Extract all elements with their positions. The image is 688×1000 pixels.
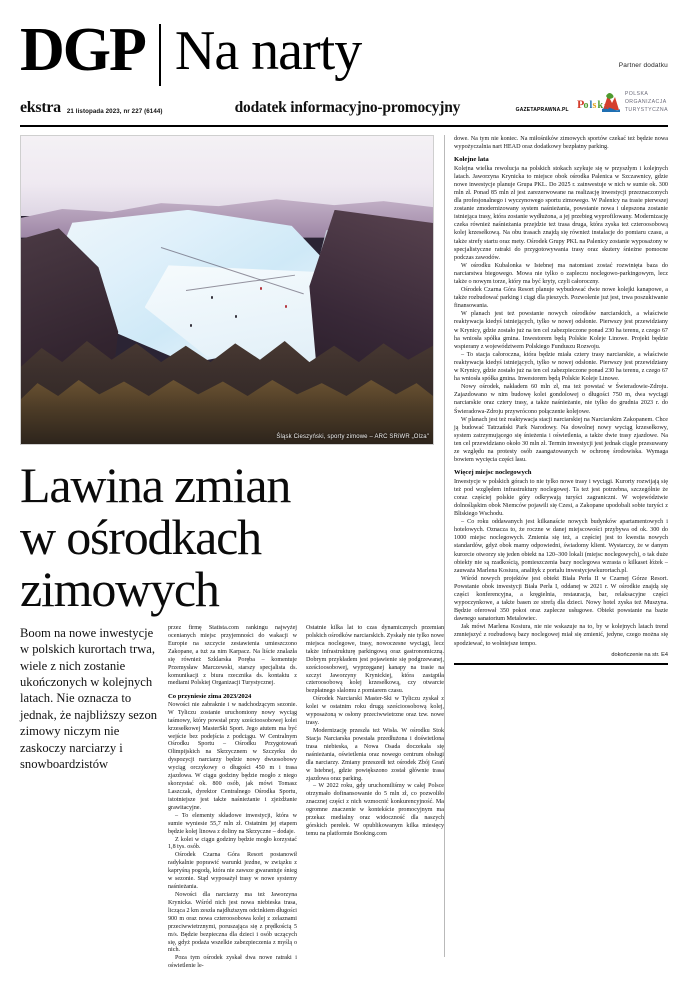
subheading-next-years: Kolejne lata [454,156,489,164]
paragraph: przez firmę Statista.com rankingu najwyżej ocenianych miejsc przyjemności do wakacji w Europie na szczycie zestawienia umieszczono Zakopane, a tuż za nim Karpacz. Na liście znalazła się również Szklarska Poręba – komentuje Przemysław Marczewski, starszy specjalista ds. komunikacji z biura rzecznika ds. kontaktu z mediami Polskiej Organizacji Turystycznej. [168,625,297,687]
polska-logo-icon [577,90,621,116]
svg-text:a: a [603,100,609,112]
paragraph: W planach jest też reaktywacja stacji narciarskiej na Narciarskim Zakopanem. Chce ją budować Tatrzański Park Narodowy. Na dowolnej nowy wyciąg krzesełkowy, system zatrzymującego się śnieżenia i oświetlenia, a także dwie trasy zjazdowe. Na ten cel przewidziano około 30 mln zł. Termin inwestycji jest jednak ciągle przesuwany ze względu na protesty osób zaangażowanych w ochronę środowiska. Wymaga bowiem wycięcia części lasu. [454,416,668,464]
bottom-rule [454,663,668,666]
photo-skier [260,287,262,290]
headline-line-1: Lawina zmian [20,457,291,513]
issue-info: 21 listopada 2023, nr 227 (6144) [66,108,163,115]
paragraph: Z kolei w ciągu godziny będzie mogło korzystać 1,8 tys. osób. [168,836,297,851]
paragraph: Kolejna wielka rewolucja na polskich stokach szykuje się w przyszłym i kolejnych latach. Jaworzyna Krynicka to miejsce obok ośrodka Palenica w Szczawnicy, gdzie nowe inwestycje planuje Grupa PKL. Do 2025 r. zainwestuje w nich w sumie ok. 300 mln zł. Ponad 85 mln zł jest zarezerwowane na realizację inwestycji przeznaczonych dla profesjonalnego i wyczynowego sportu zimowego. W Palenicy na trasie pierwszej zostanie zmodernizowany system naśnieżania, powstanie nowa i ulepszona zostanie istniejąca trasy, która zostanie wydłużona, a jej przebieg wyprofilowany. Modernizację czeka również naśnieżania przejdzie też trasa druga, która zyska też czteroosobową kolej krzesełkową. Na obu trasach znajdą się również instalacje do pomiaru czasu, a także strefy startu oraz mety. Ośrodek Grupy PKL na Palenicy zostanie wyposażony w specjalistyczne ratraki do przygotowywania trasy oraz skutery śnieżne pomocne podczas zawodów. [454,165,668,261]
photo-caption: Śląsk Cieszyński, sporty zimowe – ARC SRiWR „Olza" [276,434,429,440]
paragraph: Nowości dla narciarzy ma też Jaworzyna Krynicka. Wśród nich jest nowa niebieska trasa, licząca 2 km zeszła najdłuższym odcinkiem długości 900 m oraz nowa czteroosobowa kolej z zelaznami przeciwwietrznymi, poruszająca się z prędkością 5 m/s. Będzie bezpieczna dla dzieci i osób uczących się, gdyż podaża wszelkie zabezpieczenia z myślą o nich. [168,892,297,954]
paragraph: Ostatnie kilka lat to czas dynamicznych przemian polskich ośrodków narciarskich. Zyskały nie tylko nowe miejsca noclegowe, trasy, nowoczesne wyciągi, lecz także infrastrukturę parkingową oraz gastronomiczną. Dobrym przykładem jest pojawienie się podgrzewanej, sześcioosobowej, wyprzęganej kanapy na trasie na szczyt Jaworzyny Krynickiej, która zastąpiła czteroosobową kolej krzesełkową, czy otwarcie bezpłatnego slalomu z pomiarem czasu. [306,625,444,695]
body-column-1 [306,625,444,971]
left-column [20,135,444,970]
photo-skier [211,296,213,299]
paragraph: Ośrodek Narciarski Master-Ski w Tyliczu zyskał z kolei w ostatnim roku drugą sześcioosobową kolej, wyposażoną w osłony przeciwwietrzne oraz tzw. nowe trasy. [306,696,444,727]
paragraph: Ośrodek Czarna Góra Resort planuje wybudować dwie nowe kolejki kanapowe, a także rozbudować parking i ciągi dla pieszych. Pozwolenie już jest, trwa poszukiwanie finansowania. [454,287,668,310]
paragraph: W ośrodku Kubalonka w Istebnej ma natomiast zostać rozwinięta baza do narciarstwa biegowego. Mowa nie tylko o zapleczu noclegowo-parkingowym, lecz także o nowym torze, który ma być kryty, czyli całoroczny. [454,262,668,285]
paragraph: – Co roku oddawanych jest kilkanaście nowych budynków apartamentowych i hotelowych. Oznacza to, że roczne w danej miejscowości przybywa od ok. 300 do 1000 miejsc noclegowych. Zmienia się też, a częściej jest to kwestia nowych standardów, gdyż obok mamy odpowiedni, świadomy klient. Wystarczy, że w danym kurorcie otworzy się jeden obiekt na 120–300 lokali (miejsc noclegowych), o tak duże obiekty nie są rzadkością, pomieszczenia bazy noclegowa wzrasta o kilkaset łóżek – zauważa Marlena Kosiura, analityk z portalu inwestycjewkurortach.pl. [454,519,668,574]
partner-logo [577,90,668,116]
lead-and-columns [20,625,444,971]
paragraph: Ośrodek Czarna Góra Resort postanowił radykalnie poprawić warunki jezdne, w związku z kapryśną pogodą, która nie zawsze gwarantuje śnieg w sezonie. Stąd wyposażył trasy w nowe systemy naśnieżania. [168,852,297,891]
paragraph: W planach jest też powstanie nowych ośrodków narciarskich, a właściwie reaktywacja kiedyś istniejących, tylko w nowej odsłonie. Pierwszy jest przewidziany w Krynicy, gdzie zostało już na ten cel zabezpieczone ponad 230 ha terenu, z czego 67 ha wniosła spółka gmina. Inwestorem będą Polskie Koleje Linowe. Projekt będzie wspierany z województwem Polskiego Funduszu Rozwoju. [454,311,668,350]
right-column [444,135,668,957]
svg-text:s: s [592,100,597,111]
body-column-2-top [168,625,306,971]
svg-text:o: o [583,100,589,111]
photo-skier [285,305,287,308]
paragraph: – W 2022 roku, gdy uruchomiliśmy w całej Polsce otrzymało dofinansowanie do 5 mln zł, co pozwoliło znacznej części z nich wzmocnić konkurencyjność. Ma ogromne znaczenie w kontekście promocyjnym ma przekaz medialny oraz widoczność dla naszych górskich perełek. W opublikowanym kilka miesięcy temu na platformie Booking.com [306,783,444,837]
partner-block [619,22,668,72]
masthead [20,0,668,86]
paragraph: Wśród nowych projektów jest obiekt Biała Perła II w Czarnej Górze Resort. Powstanie obok inwestycji Biała Perła I, oddanej w 2021 r. W ośrodkie znajdą się części konferencyjna, a kręgielnia, restauracja, bar, relaksacyjne części wypoczynkowe, a także basen ze strefą dla dzieci. Nowy hotel zyska też Muszyna. Będzie oferował 350 pokoi oraz zaplecze usługowe. Obiekt powstanie na bazie dawnego sanatorium Metalowiec. [454,575,668,623]
info-bar [20,90,668,121]
paragraph: Jak mówi Marlena Kosiura, nie nie wskazuje na to, by w kolejnych latach trend zmniejszyć z rozbudową bazy noclegowej miał się zmienić, jedyne, czego można się spodziewać, to wolniejsze tempo. [454,624,668,647]
headline-line-2: w ośrodkach [20,509,261,565]
lead-photo [20,135,434,445]
svg-text:P: P [576,97,585,111]
photo-skier [190,324,192,327]
edition-label: ekstra [20,99,61,116]
masthead-divider [159,24,161,86]
article-headline [20,459,434,615]
partner-label: Partner dodatku [618,62,668,69]
masthead-rule [20,125,668,127]
paragraph: dowe. Na tym nie koniec. Na miłośników zimowych sportów czekać też będzie nowa wypożyczalnia nart HEAD oraz dodatkowy bezpłatny parking. [454,136,668,151]
article-lead: Boom na nowe inwestycje w polskich kurortach trwa, wiele z nich zostanie ukończonych w kolejnych latach. Nie oznacza to jednak, że najbliższy sezon zimowy niczym nie zaskoczy narciarzy i snowboardzistów [20,626,158,771]
paragraph: Nowy ośrodek, nakładem 60 mln zł, ma też powstać w Świeradowie-Zdroju. Zajazdowano w nim budowę kolei gondolowej o długości 750 m, dwa wyciągi narciarskie oraz cztery trasy, a także naśnieżanie, nie tylko do grudnia 2023 r. do Świeradowa-Zdroju przywrócono połączenie kolejowe. [454,384,668,415]
partner-name-line-2: ORGANIZACJA [624,99,667,106]
partner-name-line-1: POLSKA [624,91,649,98]
subheading-more-accommodation: Więcej miejsc noclegowych [454,469,532,477]
partner-name-line-3: TURYSTYCZNA [624,106,668,113]
main-content [20,135,668,970]
partner-name [625,91,668,114]
section-title: Na narty [174,20,362,82]
paragraph: Modernizację przeszła też Wisła. W ośrodku Stok Stacja Narciarska powstała przedłużona i doświetlona trasa niebieska, a Nowa Osada doczekała się naśnieżania, oświetlenia oraz nowego centrum obsługi dla narciarzy. Zmiany przeszedł też ośrodek Zbój Grań w Istebnej, gdzie powiększono został głównie trasa zjazdowa oraz parking. [306,727,444,782]
website-url[interactable]: GAZETAPRAWNA.PL [515,107,569,113]
paragraph: Inwestycje w polskich górach to nie tylko nowe trasy i wyciągi. Kurorty rozwijają się też pod względem infrastruktury noclegowej. Ta też jest potrzebna, szczególnie że coraz częściej polskie góry odkrywają turyści zagraniczni. W województwie dolnośląskim obok Niemców pojawili się Czesi, a Zakopane upodobali sobie turyści z Bliskiego Wschodu. [454,478,668,518]
paragraph: – To stacja całoroczna, która będzie miała cztery trasy narciarskie, a właściwie reaktywacja kiedyś istniejących, tylko w nowej odsłonie. Pierwszy jest przewidziany w Krynicy, gdzie zostało już na ten cel zabezpieczone ponad 230 ha terenu, z czego 67 ha wniosła spółka gmina. Inwestorem będą Polskie Koleje Linowe. [454,351,668,383]
paragraph: Poza tym ośrodek zyskał dwa nowe ratraki i oświetlenie le- [168,955,297,970]
paragraph: Nowości nie zabraknie i w nadchodzącym sezonie. W Tyliczu zostanie uruchomiony nowy wyciąg taśmowy, który powstał przy sześcioosobowej kolei krzesełkowej MasterSki Sport. Jego atutem ma być wejście bez podejścia z podciągu. W Centralnym Ośrodku Sportu – Ośrodku Przygotowań Olimpijskich na Skrzycznem w Szczyrku do dyspozycji narciarzy będzie nowy dwuosobowy wyciąg orczykowy o długości 450 m i trasa zjazdowa. W ciągu godziny będzie mogło z niego skorzystać ok. 800 osób, jak mówi Tomasz Laszczak, dyrektor Centralnego Ośrodka Sportu, istotniejsze jest także naśnieżanie i zjeżdżanie grawitacyjne. [168,701,297,811]
supplement-label: dodatek informacyjno-promocyjny [234,99,461,116]
subheading-winter-2023: Co przyniesie zima 2023/2024 [168,693,252,701]
continuation-note: dokończenie na str. E4 [611,651,668,658]
svg-text:l: l [589,100,593,111]
photo-skier [235,315,237,318]
headline-line-3: zimowych [20,561,219,617]
lead-column [20,625,168,971]
paragraph: – To elementy składowe inwestycji, która w sumie wyniesie 55,7 mln zł. Ostatnim jej etapem będzie kolej linowa z doliny na Skrzyczne – dodaje. [168,812,297,835]
publication-logo[interactable]: DGP [20,16,145,84]
svg-text:k: k [597,100,603,111]
